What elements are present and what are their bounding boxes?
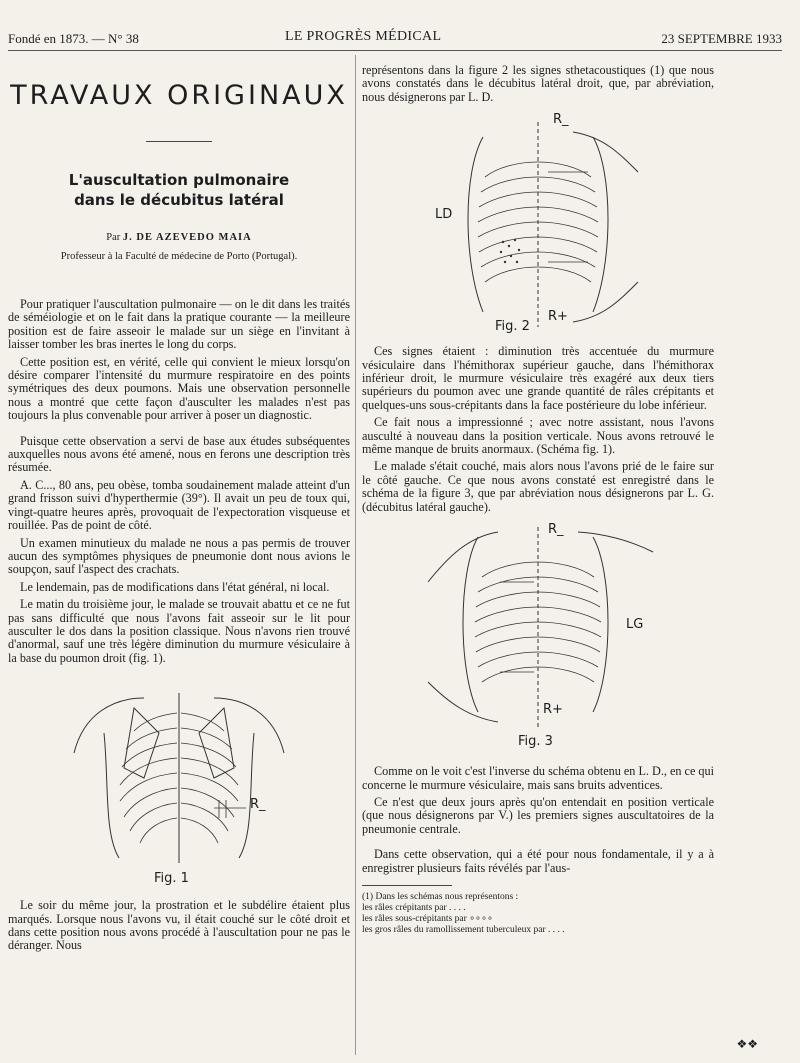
figure-3-drawing bbox=[418, 522, 658, 737]
footnote-symbol: ∘∘∘∘ bbox=[469, 913, 493, 924]
footnote-line-text: les râles sous-crépitants par bbox=[362, 913, 467, 924]
footnote-line bbox=[362, 914, 714, 925]
figure-3-caption: Fig. 3 bbox=[518, 734, 553, 750]
page-header bbox=[0, 0, 800, 50]
footnote-rule bbox=[362, 885, 452, 886]
footnote-intro: (1) Dans les schémas nous représentons : bbox=[362, 891, 519, 902]
figure-1-drawing bbox=[64, 673, 294, 868]
paragraph: Le lendemain, pas de modifications dans l'état général, ni local. bbox=[20, 579, 330, 594]
paragraph: Puisque cette observation a servi de base aux études subséquentes auxquelles nous avons été amené, nous en ferons une description très résumée. bbox=[8, 433, 350, 475]
article-title bbox=[8, 170, 350, 210]
figure-1-caption: Fig. 1 bbox=[154, 871, 189, 887]
figure-2-label-side: LD bbox=[435, 207, 453, 223]
paragraph: Cette position est, en vérité, celle qui convient le mieux lorsqu'on désire comparer l'intensité du murmure respiratoire en des points symétriques des deux poumons. Mais une observation personnelle nous a montré que cette façon d'ausculter les malades n'est pas toujours la plus convenable pour arriver à poser un diagnostic. bbox=[8, 354, 350, 423]
figure-1-label-r: R_ bbox=[250, 797, 266, 813]
figure-2-drawing bbox=[423, 112, 653, 335]
paragraph: Le malade s'était couché, mais alors nous l'avons prié de le faire sur le côté gauche. Ce que nous avons constaté est enregistré dans le schéma de la figure 3, que par abréviation nous désignerons par L. G. (décubitus latéral gauche). bbox=[362, 459, 714, 514]
figure-2-label-r-bottom: R+ bbox=[548, 309, 568, 325]
author-affiliation: Professeur à la Faculté de médecine de Porto (Portugal). bbox=[60, 251, 298, 262]
left-column bbox=[8, 60, 350, 957]
column-divider bbox=[355, 55, 356, 1055]
paragraph: Ce n'est que deux jours après qu'on entendait en position verticale (que nous désignerons par V.) les premiers signes auscultatoires de la pneumonie centrale. bbox=[362, 794, 714, 836]
issue-date: 23 SEPTEMBRE 1933 bbox=[661, 31, 782, 46]
ornament: ❖❖ bbox=[736, 1037, 758, 1051]
paragraph: Le matin du troisième jour, le malade se trouvait abattu et ce ne fut pas sans difficulté que nous l'avons fait asseoir sur le lit pour ausculter le dos dans la position classique. Nous n'avons rien trouvé d'anormal, sauf une très légère diminution du murmure vésiculaire à la base du poumon droit (fig. 1). bbox=[8, 597, 350, 665]
journal-name: LE PROGRÈS MÉDICAL bbox=[285, 29, 442, 44]
paragraph: Un examen minutieux du malade ne nous a pas permis de trouver aucun des symptômes physiques de pneumonie dont nous avions le soupçon, sauf l'aspect des crachats. bbox=[8, 535, 350, 577]
paragraph: Le soir du même jour, la prostration et le subdélire étaient plus marqués. Lorsque nous l'avons vu, il était couché sur le côté droit et dans cette position nous avons procédé à l'auscultation pour ne pas le déranger. Nous bbox=[8, 898, 350, 953]
figure-3 bbox=[418, 522, 658, 757]
figure-2-label-r-top: R_ bbox=[553, 112, 569, 128]
author-name: J. DE AZEVEDO MAIA bbox=[122, 232, 252, 243]
article-title-line2: dans le décubitus latéral bbox=[74, 191, 284, 209]
section-title: TRAVAUX ORIGINAUX bbox=[10, 80, 348, 111]
paragraph: Dans cette observation, qui a été pour nous fondamentale, il y a à enregistrer plusieurs faits révélés par l'aus- bbox=[362, 847, 714, 875]
right-column bbox=[362, 64, 714, 936]
paragraph: A. C..., 80 ans, peu obèse, tomba soudainement malade atteint d'un grand frisson suivi d'hyperthermie (39°). Il avait un peu de toux qui, vingt-quatre heures après, provoquait de l'expectoration visqueuse et rouillée. Pas de point de côté. bbox=[8, 477, 350, 533]
header-rule bbox=[8, 50, 782, 51]
paragraph: Ces signes étaient : diminution très accentuée du murmure vésiculaire dans l'hémithorax supérieur gauche, dans l'hémithorax inférieur droit, le murmure vésiculaire très exagéré aux deux tiers supérieurs du poumon avec une grande quantité de râles crépitants et quelques-uns sous-crépitants dans la face postérieure du lobe inférieur. bbox=[362, 344, 714, 412]
figure-2 bbox=[423, 112, 653, 337]
footnote-line: les gros râles du ramollissement tuberculeux par . . . . bbox=[362, 924, 565, 935]
figure-3-label-r-bottom: R+ bbox=[543, 702, 563, 718]
paragraph: Pour pratiquer l'auscultation pulmonaire — on le dit dans les traités de séméiologie et on le fait dans la pratique courante — la meilleure position est de faire asseoir le malade sur un siège en l'invitant à laisser tomber les bras inertes le long du corps. bbox=[8, 297, 350, 352]
byline bbox=[8, 232, 350, 243]
paragraph: représentons dans la figure 2 les signes sthetacoustiques (1) que nous avons constatés dans le décubitus latéral droit, que, par abréviation, nous désignerons par L. D. bbox=[362, 63, 714, 104]
article-title-line1: L'auscultation pulmonaire bbox=[68, 171, 290, 189]
footnote-line: les râles crépitants par . . . . bbox=[362, 902, 466, 913]
paragraph: Ce fait nous a impressionné ; avec notre assistant, nous l'avons ausculté à nouveau dans la position verticale. Nous avons retrouvé le même manque de bruits anormaux. (Schéma fig. 1). bbox=[362, 415, 714, 457]
founded-label: Fondé en 1873. — N° 38 bbox=[8, 31, 139, 46]
figure-2-caption: Fig. 2 bbox=[495, 319, 530, 335]
title-rule bbox=[146, 141, 212, 142]
paragraph: Comme on le voit c'est l'inverse du schéma obtenu en L. D., en ce qui concerne le murmure vésiculaire, mais sans bruits adventices. bbox=[362, 764, 714, 792]
byline-prefix: Par bbox=[106, 232, 121, 243]
figure-3-label-side: LG bbox=[626, 617, 644, 633]
figure-1 bbox=[64, 673, 294, 891]
figure-3-label-r-top: R_ bbox=[548, 522, 564, 538]
